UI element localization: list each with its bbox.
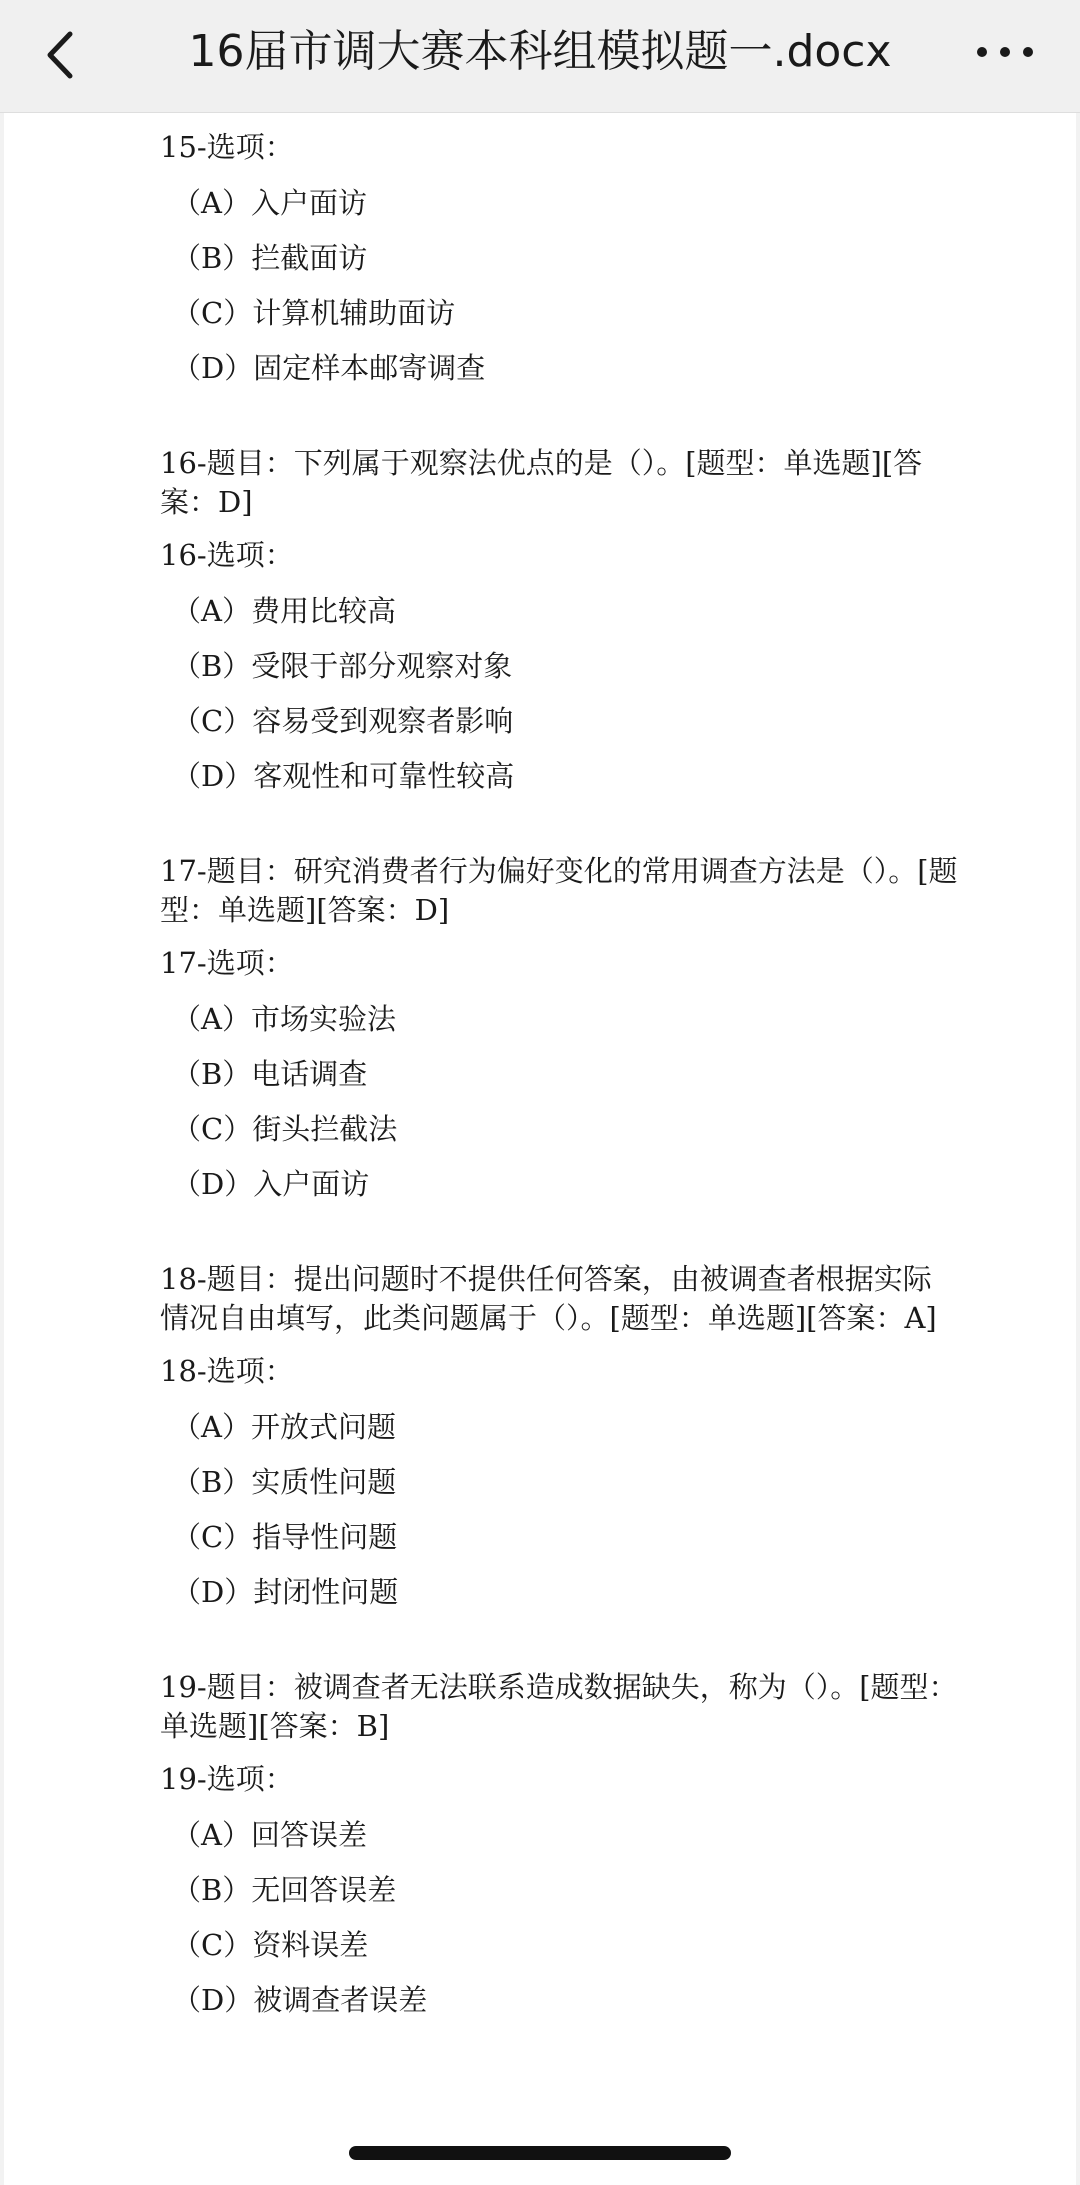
option-item: （A）入户面访: [172, 186, 367, 220]
options-label: 18-选项：: [160, 1354, 294, 1388]
options-label: 19-选项：: [160, 1762, 294, 1796]
option-item: （B）受限于部分观察对象: [172, 649, 513, 683]
question-list: [160, 128, 960, 2020]
option-item: （C）容易受到观察者影响: [172, 704, 514, 738]
options-label: 17-选项：: [160, 946, 294, 980]
option-item: （D）客观性和可靠性较高: [172, 759, 515, 793]
chevron-left-icon: [28, 20, 98, 90]
question-block: [160, 1260, 960, 1612]
question-stem: 19-题目：被调查者无法联系造成数据缺失，称为（）。[题型：单选题][答案：B]: [160, 1670, 958, 1743]
option-item: （D）被调查者误差: [172, 1983, 428, 2017]
more-button[interactable]: [970, 30, 1040, 74]
back-button[interactable]: [28, 20, 98, 90]
question-stem: 16-题目：下列属于观察法优点的是（）。[题型：单选题][答案：D]: [160, 446, 923, 519]
document-content: [160, 84, 960, 2076]
option-item: （A）开放式问题: [172, 1410, 396, 1444]
document-page[interactable]: [4, 0, 1076, 2185]
question-stem: 18-题目：提出问题时不提供任何答案，由被调查者根据实际情况自由填写，此类问题属于（）。[题型：单选题][答案：A]: [160, 1262, 937, 1335]
option-item: （A）市场实验法: [172, 1002, 396, 1036]
document-title: 16届市调大赛本科组模拟题一.docx: [188, 26, 892, 77]
option-item: （C）指导性问题: [172, 1520, 398, 1554]
option-item: （B）实质性问题: [172, 1465, 397, 1499]
top-navigation-bar: [0, 0, 1080, 113]
option-item: （C）计算机辅助面访: [172, 296, 456, 330]
option-item: （C）街头拦截法: [172, 1112, 398, 1146]
option-item: （D）封闭性问题: [172, 1575, 399, 1609]
question-block: [160, 852, 960, 1204]
option-item: （B）无回答误差: [172, 1873, 397, 1907]
question-block: [160, 444, 960, 796]
option-item: （A）回答误差: [172, 1818, 367, 1852]
option-item: （B）拦截面访: [172, 241, 368, 275]
more-dots-icon: [970, 30, 1040, 74]
option-item: （A）费用比较高: [172, 594, 396, 628]
options-label: 16-选项：: [160, 538, 294, 572]
options-label: 15-选项：: [160, 130, 294, 164]
question-stem: 17-题目：研究消费者行为偏好变化的常用调查方法是（）。[题型：单选题][答案：D]: [160, 854, 958, 927]
home-indicator[interactable]: [349, 2146, 731, 2160]
question-block: [160, 128, 960, 388]
question-block: [160, 1668, 960, 2020]
option-item: （B）电话调查: [172, 1057, 368, 1091]
option-item: （C）资料误差: [172, 1928, 369, 1962]
option-item: （D）入户面访: [172, 1167, 370, 1201]
option-item: （D）固定样本邮寄调查: [172, 351, 486, 385]
